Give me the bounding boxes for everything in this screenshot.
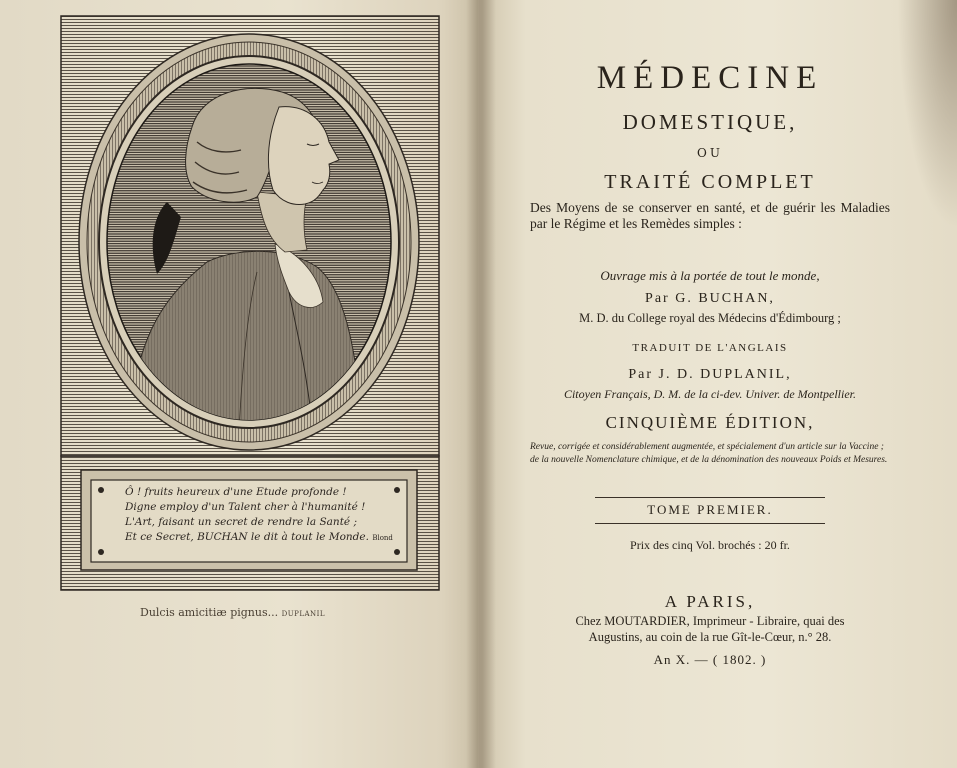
page-wear: [897, 0, 957, 230]
edition-note: Revue, corrigée et considérablement augmentée, et spécialement d'un article sur la Vaccine ; de la nouvelle Nomenclature chimique, et de la dénomination des nouveaux Poids et Mesures.: [530, 442, 888, 465]
volume: TOME PREMIER.: [647, 502, 773, 517]
author-credentials: M. D. du College royal des Médecins d'Édimbourg ;: [579, 311, 841, 325]
imprint-place: A PARIS,: [664, 592, 756, 611]
divider-bottom: [595, 523, 825, 524]
divider-top: [595, 497, 825, 498]
imprint-date: An X. — ( 1802. ): [653, 652, 767, 667]
engraver-signature: Blond: [372, 534, 393, 542]
description: Des Moyens de se conserver en santé, et de guérir les Maladies par le Régime et les Remèdes simples :: [530, 200, 890, 231]
inscription-line: Digne employ d'un Talent cher à l'humanité !: [125, 501, 366, 513]
inscription-line: [125, 530, 405, 546]
inscription-line-text: Et ce Secret, BUCHAN le dit à tout le Monde.: [125, 531, 369, 543]
book-title: MÉDECINE: [596, 60, 824, 96]
book-subtitle: DOMESTIQUE,: [622, 110, 798, 134]
publisher: [520, 613, 900, 645]
audience-note: Ouvrage mis à la portée de tout le monde,: [600, 268, 820, 283]
portrait-inscription: [95, 485, 405, 561]
translator-credentials: Citoyen Français, D. M. de la ci-dev. Univer. de Montpellier.: [563, 387, 857, 401]
inscription-line: L'Art, faisant un secret de rendre la Santé ;: [125, 516, 358, 528]
edition: CINQUIÈME ÉDITION,: [605, 413, 815, 432]
publisher-line: Chez MOUTARDIER, Imprimeur - Libraire, quai des: [575, 614, 845, 628]
conjunction: OU: [697, 146, 723, 160]
caption-text: Dulcis amicitiæ pignus...: [140, 606, 279, 619]
book-gutter: [466, 0, 496, 768]
translation-note: TRADUIT DE L'ANGLAIS: [632, 342, 788, 354]
frontispiece-caption: [140, 606, 380, 619]
author: Par G. BUCHAN,: [645, 291, 775, 306]
inscription-line: Ô ! fruits heureux d'une Etude profonde !: [125, 486, 347, 498]
publisher-line: Augustins, au coin de la rue Gît-le-Cœur, n.° 28.: [588, 630, 832, 644]
treatise-title: TRAITÉ COMPLET: [604, 171, 816, 193]
caption-signature: DUPLANIL: [281, 610, 326, 618]
translator: Par J. D. DUPLANIL,: [628, 367, 792, 382]
price: Prix des cinq Vol. brochés : 20 fr.: [630, 538, 790, 552]
